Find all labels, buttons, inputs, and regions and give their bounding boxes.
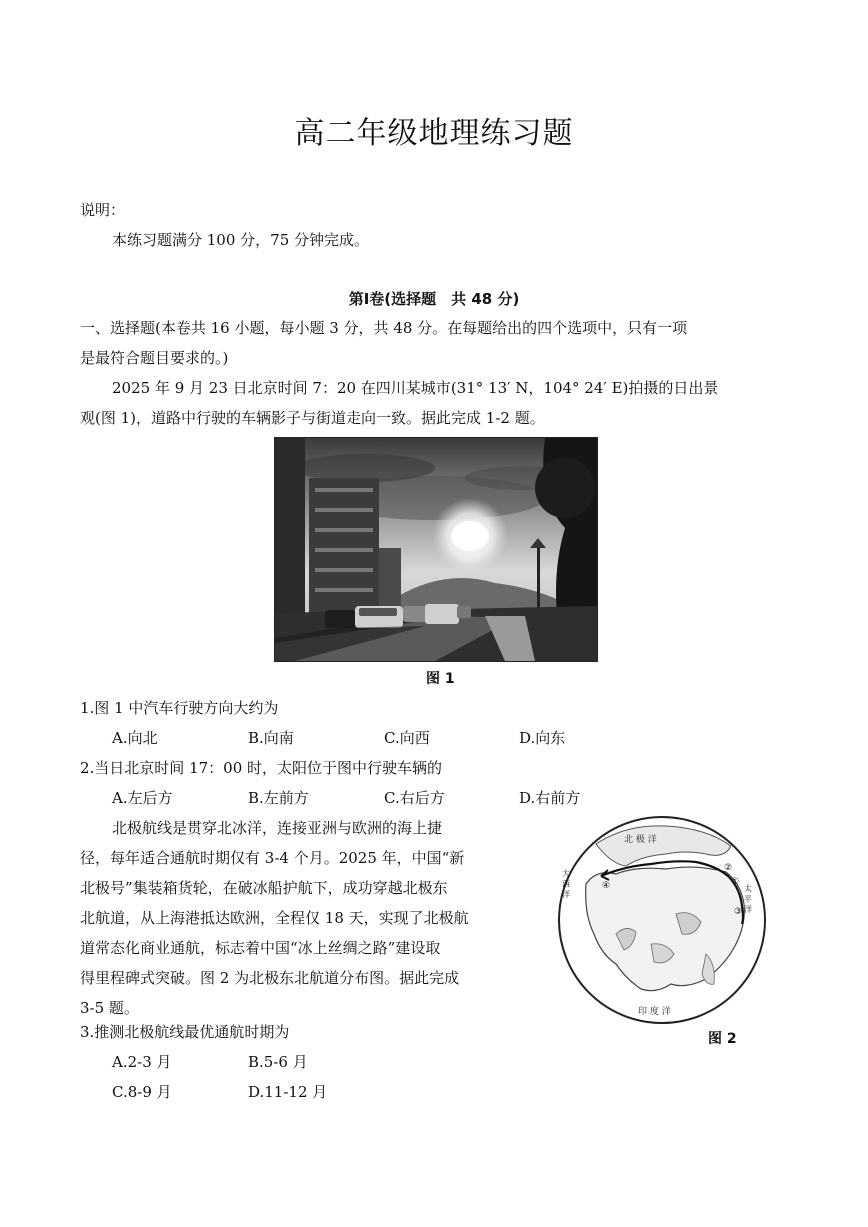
marker-3: ③: [734, 907, 743, 917]
passage2-line7: 3-5 题。: [80, 999, 139, 1017]
passage2-line6: 得里程碑式突破。图 2 为北极东北航道分布图。据此完成: [80, 969, 460, 987]
q2-stem: 2.当日北京时间 17：00 时，太阳位于图中行驶车辆的: [80, 759, 443, 777]
q1-option-d: D.向东: [519, 729, 566, 747]
q3-option-c: C.8-9 月: [112, 1083, 172, 1101]
q1-option-c: C.向西: [384, 729, 430, 747]
arctic-route-map: [556, 814, 768, 1026]
page-title: 高二年级地理练习题: [294, 116, 574, 151]
passage2-line4: 北航道，从上海港抵达欧洲，全程仅 18 天，实现了北极航: [80, 909, 469, 927]
q3-option-a: A.2-3 月: [112, 1053, 172, 1071]
q1-option-b: B.向南: [248, 729, 294, 747]
q3-stem: 3.推测北极航线最优通航时期为: [80, 1023, 290, 1041]
marker-2: ②: [724, 863, 733, 873]
q1-option-a: A.向北: [112, 729, 158, 747]
figure2-globe-map: [556, 814, 768, 1026]
pacific-label: 太 平 洋: [743, 884, 753, 914]
q3-option-d: D.11-12 月: [248, 1083, 328, 1101]
passage1-line1: 2025 年 9 月 23 日北京时间 7：20 在四川某城市(31° 13′ N，104° 24′ E)拍摄的日出景: [112, 379, 719, 397]
passage2-line3: 北极号”集装箱货轮，在破冰船护航下，成功穿越北极东: [80, 879, 448, 897]
section-instruction-line1: 一、选择题(本卷共 16 小题，每小题 3 分，共 48 分。在每题给出的四个选项中，只有一项: [80, 319, 688, 337]
atlantic-label: 大 西 洋: [561, 869, 571, 899]
figure1-photo: [274, 437, 598, 662]
passage2-line1: 北极航线是贯穿北冰洋，连接亚洲与欧洲的海上捷: [112, 819, 443, 837]
notes-heading: 说明：: [80, 201, 126, 219]
notes-text: 本练习题满分 100 分，75 分钟完成。: [112, 231, 370, 249]
q3-option-b: B.5-6 月: [248, 1053, 308, 1071]
passage2-line2: 径，每年适合通航时期仅有 3-4 个月。2025 年，中国“新: [80, 849, 465, 867]
q2-option-a: A.左后方: [112, 789, 173, 807]
figure2-caption: 图 2: [708, 1031, 737, 1047]
figure1-caption: 图 1: [426, 671, 455, 687]
marker-1: ①: [731, 877, 740, 887]
q2-option-c: C.右后方: [384, 789, 445, 807]
arctic-ocean-label: 北 极 洋: [624, 835, 657, 845]
passage1-line2: 观(图 1)，道路中行驶的车辆影子与街道走向一致。据此完成 1-2 题。: [80, 409, 545, 427]
sunrise-street-image: [275, 438, 597, 661]
q1-stem: 1.图 1 中汽车行驶方向大约为: [80, 699, 279, 717]
section-instruction-line2: 是最符合题目要求的。): [80, 349, 229, 367]
q2-option-b: B.左前方: [248, 789, 309, 807]
section-title: 第Ⅰ卷(选择题 共 48 分): [348, 290, 520, 308]
passage2-line5: 道常态化商业通航，标志着中国“冰上丝绸之路”建设取: [80, 939, 441, 957]
indian-ocean-label: 印 度 洋: [638, 1007, 671, 1017]
q2-option-d: D.右前方: [519, 789, 581, 807]
marker-4: ④: [602, 881, 611, 891]
